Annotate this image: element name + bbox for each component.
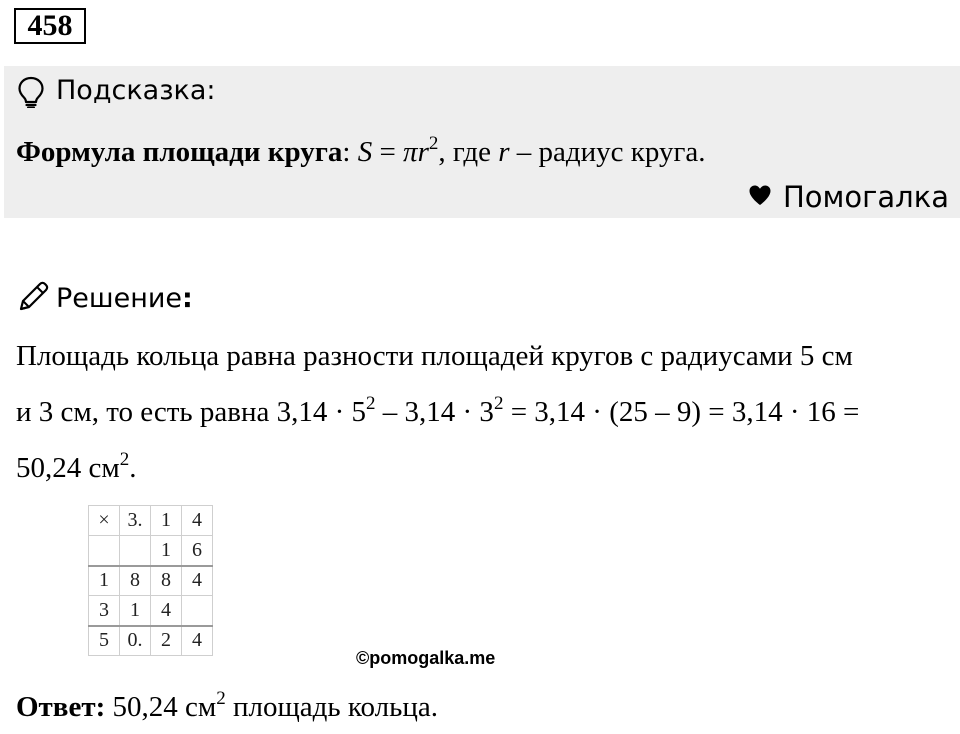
grid-row xyxy=(89,626,213,656)
lightbulb-icon xyxy=(16,76,46,108)
grid-cell: 3 xyxy=(89,596,120,626)
grid-cell: 1 xyxy=(151,506,182,536)
formula-tail: – радиус круга. xyxy=(509,136,706,168)
formula-r-variable: r xyxy=(498,136,510,168)
formula-s: S xyxy=(357,136,373,168)
grid-cell: 4 xyxy=(182,566,213,596)
line3-part-a: 50,24 см xyxy=(16,452,120,484)
line2-exp-2: 2 xyxy=(493,393,504,414)
grid-cell: 1 xyxy=(151,536,182,566)
formula-label: Формула площади круга xyxy=(16,136,343,168)
pencil-icon xyxy=(16,280,50,314)
line2-part-b: – 3,14 · 3 xyxy=(375,396,494,428)
answer-tail: площадь кольца. xyxy=(225,691,438,723)
brand-label: Помогалка xyxy=(783,180,949,214)
grid-cell: 4 xyxy=(182,626,213,656)
grid-cell xyxy=(120,536,151,566)
formula-r: r xyxy=(417,136,429,168)
grid-cell: 4 xyxy=(182,506,213,536)
formula-pi: π xyxy=(403,136,418,168)
formula-eq: = xyxy=(372,136,404,168)
grid-cell: 8 xyxy=(151,566,182,596)
heart-icon xyxy=(748,184,772,206)
solution-title-colon: : xyxy=(182,283,193,314)
multiplication-grid xyxy=(88,505,213,656)
solution-line-2 xyxy=(16,394,859,430)
hint-title: Подсказка: xyxy=(56,75,216,106)
line3-part-b: . xyxy=(129,452,137,484)
grid-cell: 6 xyxy=(182,536,213,566)
grid-cell xyxy=(182,596,213,626)
hint-formula xyxy=(16,134,706,170)
formula-where: , где xyxy=(438,136,499,168)
grid-row xyxy=(89,506,213,536)
solution-line-3 xyxy=(16,450,136,486)
grid-row xyxy=(89,596,213,626)
grid-cell: × xyxy=(89,506,120,536)
line2-exp-1: 2 xyxy=(366,393,376,414)
grid-row xyxy=(89,566,213,596)
solution-line-1: Площадь кольца равна разности площадей кругов с радиусами 5 см xyxy=(16,340,853,372)
watermark: ©pomogalka.me xyxy=(356,648,496,668)
line2-part-c: = 3,14 · (25 – 9) = 3,14 · 16 = xyxy=(503,396,860,428)
line3-exp: 2 xyxy=(119,449,130,470)
grid-cell: 8 xyxy=(120,566,151,596)
answer-value: 50,24 см xyxy=(105,691,217,723)
grid-cell: 1 xyxy=(89,566,120,596)
formula-exponent: 2 xyxy=(428,133,439,154)
grid-cell: 3. xyxy=(120,506,151,536)
solution-title-text: Решение xyxy=(56,283,183,314)
solution-title xyxy=(56,282,193,316)
task-number: 458 xyxy=(14,8,86,44)
answer-label: Ответ: xyxy=(16,691,106,723)
grid-cell: 2 xyxy=(151,626,182,656)
line2-part-a: и 3 см, то есть равна 3,14 · 5 xyxy=(16,396,367,428)
grid-cell xyxy=(89,536,120,566)
answer-exponent: 2 xyxy=(216,688,226,709)
formula-colon: : xyxy=(342,136,358,168)
grid-cell: 5 xyxy=(89,626,120,656)
grid-cell: 1 xyxy=(120,596,151,626)
grid-cell: 0. xyxy=(120,626,151,656)
answer-line xyxy=(16,688,438,726)
grid-row xyxy=(89,536,213,566)
grid-cell: 4 xyxy=(151,596,182,626)
